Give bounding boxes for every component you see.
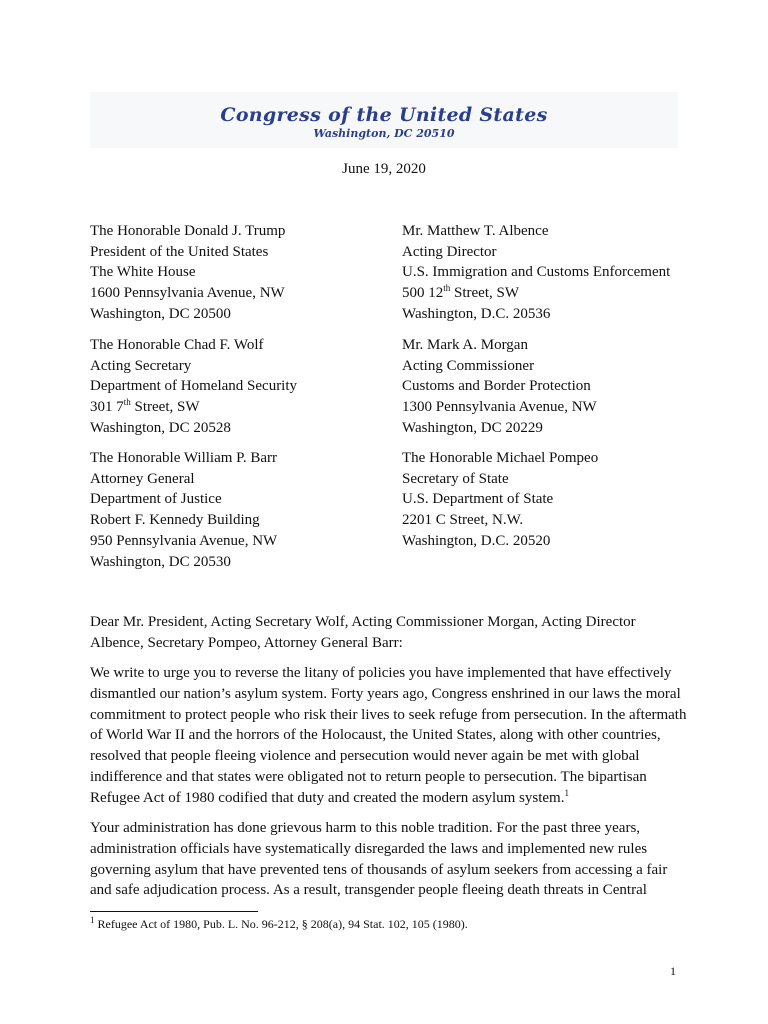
addressee-trump [90, 221, 285, 325]
addressee-name: The Honorable Chad F. Wolf [90, 337, 264, 353]
addressee-office: U.S. Immigration and Customs Enforcement [402, 264, 671, 281]
paragraph-text: We write to urge you to reverse the litany of policies you have implemented that have effectively dismantled our nation’s asylum system. Forty years ago, Congress enshrined in our laws the moral commitment to protect people who risk their lives to seek refuge from persecution. In the aftermath of World War II and the horrors of the Holocaust, the United States, along with other countries, resolved that people fleeing violence and persecution would never again be met with global indifference and that states were obligated not to return people to persecution. The bipartisan Refugee Act of 1980 codified that duty and created the modern asylum system. [90, 665, 687, 806]
body-paragraph-1 [90, 663, 690, 818]
addressee-street: 2201 C Street, N.W. [402, 512, 524, 529]
addressee-name: The Honorable Michael Pompeo [402, 450, 599, 466]
addressee-street: 950 Pennsylvania Avenue, NW [90, 532, 278, 549]
addressee-title: Secretary of State [402, 470, 509, 487]
addressee-office: The White House [90, 264, 196, 281]
addressee-city: Washington, DC 20530 [90, 553, 231, 570]
addressee-building: Robert F. Kennedy Building [90, 512, 260, 529]
addressee-title: Acting Director [402, 243, 497, 260]
footnote [90, 917, 468, 932]
addressee-city: Washington, D.C. 20520 [402, 532, 551, 549]
addressee-city: Washington, DC 20528 [90, 419, 231, 436]
addressee-title: Attorney General [90, 470, 195, 487]
addressee-name: The Honorable William P. Barr [90, 450, 277, 466]
footnote-text: Refugee Act of 1980, Pub. L. No. 96-212, § 208(a), 94 Stat. 102, 105 (1980). [94, 917, 468, 931]
addressee-title: President of the United States [90, 243, 269, 260]
body-paragraph-2 [90, 818, 690, 910]
addressee-name: Mr. Matthew T. Albence [402, 223, 549, 239]
addressee-street: 1600 Pennsylvania Avenue, NW [90, 285, 285, 302]
paragraph-text: Your administration has done grievous harm to this noble tradition. For the past three years, administration officials have systematically disregarded the laws and implemented new rules governing asylum that have prevented tens of thousands of asylum seekers from accessing a fair and safe adjudication process. As a result, transgender people fleeing death threats in Central [90, 820, 668, 899]
addressee-office: Department of Homeland Security [90, 378, 298, 395]
salutation [90, 612, 690, 663]
addressee-title: Acting Secretary [90, 357, 192, 374]
letterhead-title: Congress of the United States [220, 104, 548, 126]
addressee-office: Department of Justice [90, 491, 222, 508]
addressee-street: 1300 Pennsylvania Avenue, NW [402, 399, 597, 416]
addressee-wolf [90, 335, 297, 439]
addressee-barr [90, 448, 277, 572]
addressee-city: Washington, DC 20500 [90, 305, 231, 322]
footnote-marker: 1 [90, 915, 95, 925]
letterhead-subtitle: Washington, DC 20510 [313, 127, 455, 140]
footnote-reference[interactable]: 1 [564, 787, 569, 798]
page-number: 1 [670, 964, 676, 978]
addressee-city: Washington, DC 20229 [402, 419, 543, 436]
addressee-city: Washington, D.C. 20536 [402, 305, 551, 322]
addressee-morgan [402, 335, 597, 439]
addressee-office: U.S. Department of State [402, 491, 554, 508]
addressee-street: 301 7th Street, SW [90, 397, 200, 416]
addressee-name: Mr. Mark A. Morgan [402, 337, 528, 353]
addressee-name: The Honorable Donald J. Trump [90, 223, 286, 239]
addressee-title: Acting Commissioner [402, 357, 535, 374]
footnote-divider [90, 911, 258, 912]
addressee-pompeo [402, 448, 598, 552]
addressee-street: 500 12th Street, SW [402, 283, 520, 302]
letterhead [90, 92, 678, 148]
letter-date: June 19, 2020 [342, 161, 426, 177]
salutation-text: Dear Mr. President, Acting Secretary Wolf, Acting Commissioner Morgan, Acting Director Albence, Secretary Pompeo, Attorney General Barr: [90, 614, 636, 651]
addressee-albence [402, 221, 670, 325]
addressee-office: Customs and Border Protection [402, 378, 591, 395]
